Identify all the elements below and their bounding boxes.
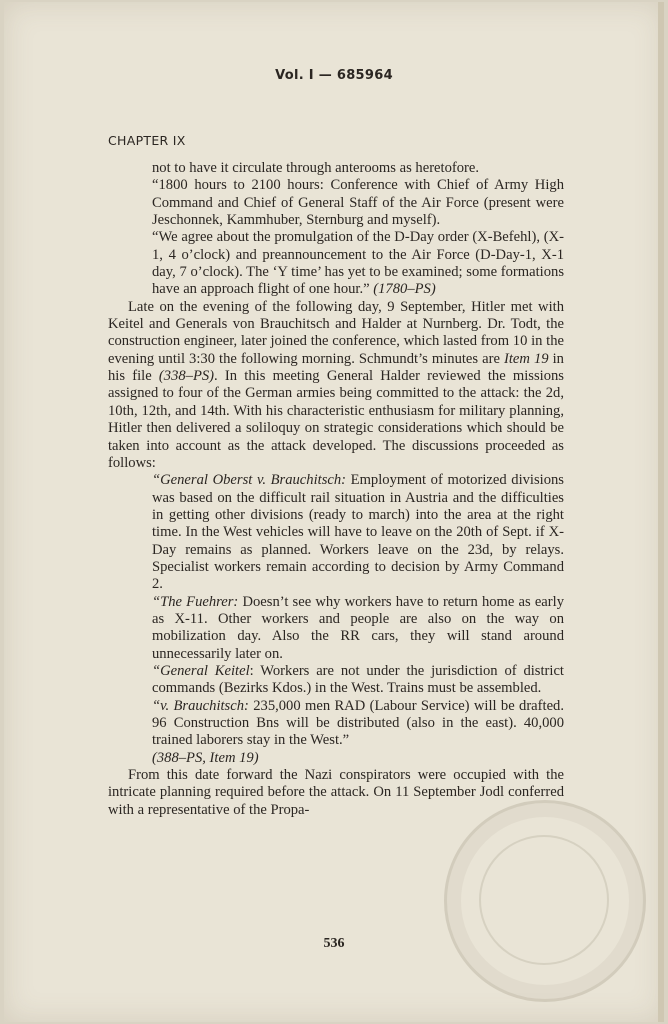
paragraph-1-item: Item 19 [504,350,549,367]
paragraph-1-a: Late on the evening of the following day, 9 September, Hitler met with Keitel and Generals von Brauchitsch and Halder at Nurnberg. Dr. Todt, the construction engineer, later joined the conference, which lasted from 10 in the evening until 3:30 the following morning. Schmundt’s minutes are [108,298,564,367]
speaker-text: Employment of motorized divisions was based on the difficult rail situation in Austria and the difficulties in getting other divisions (ready to march) into the area at the right time. In the West vehicles will have to leave on the 20th of Sept. if X-Day remains as planned. Workers leave on the 23d, by relays. Specialist workers remain according to decision by Army Command 2. [152,472,564,593]
quote1-citation: (1780–PS) [373,281,436,298]
quote2-brauchitsch-1 [152,472,564,593]
quote2-citation: (388–PS, Item 19) [152,749,259,766]
page-number: 536 [323,936,345,951]
quote1-para-2: “1800 hours to 2100 hours: Conference with Chief of Army High Command and Chief of General Staff of the Air Force (present were Jeschonnek, Kammhuber, Sternburg and myself). [152,177,564,229]
quote1-para-3-text: “We agree about the promulgation of the D-Day order (X-Befehl), (X-1, 4 o’clock) and preannouncement to the Air Force (D-Day-1, X-1 day, 7 o’clock). The ‘Y time’ has yet to be examined; some formations have an approach flight of one hour.” [152,229,564,298]
volume-header: Vol. I — 685964 [275,68,393,83]
paragraph-1 [108,299,564,472]
quote1-line-1: not to have it circulate through anterooms as heretofore. [152,160,480,176]
chapter-heading: CHAPTER IX [108,133,186,148]
quote1-para-3 [152,229,564,298]
speaker-label: “General Keitel [152,662,250,679]
quote2-fuehrer [152,594,564,663]
library-stamp-watermark [444,800,646,1002]
paragraph-1-b: in his file [108,350,564,385]
body-text [108,160,564,819]
speaker-text: : Workers are not under the jurisdiction of district commands (Bezirks Kdos.) in the West. Trains must be assembled. [152,662,564,697]
speaker-text: 235,000 men RAD (Labour Service) will be drafted. 96 Construction Bns will be distributed (also in the east). 40,000 trained laborers stay in the West.” [152,697,564,749]
speaker-label: “General Oberst v. Brauchitsch: [152,472,347,489]
quote2-brauchitsch-2 [152,698,564,750]
document-page [4,2,664,1022]
quote2-keitel [152,663,564,698]
paragraph-1-citation: (338–PS) [158,368,215,385]
page-edge [658,2,664,1022]
paragraph-1-c: . In this meeting General Halder reviewed the missions assigned to four of the German armies being committed to the attack: the 2d, 10th, 12th, and 14th. With his characteristic enthusiasm for military planning, Hitler then delivered a soliloquy on strategic considerations which should be taken into account as the attack developed. The discussions proceeded as follows: [108,368,564,471]
speaker-label: “The Fuehrer: [152,593,239,610]
speaker-label: “v. Brauchitsch: [152,697,249,714]
paragraph-2: From this date forward the Nazi conspirators were occupied with the intricate planning required before the attack. On 11 September Jodl conferred with a representative of the Propa- [108,767,564,818]
speaker-text: Doesn’t see why workers have to return home as early as X-11. Other workers and people are also on the way on mobilization day. Also the RR cars, they will stand around unnecessarily later on. [152,593,564,662]
